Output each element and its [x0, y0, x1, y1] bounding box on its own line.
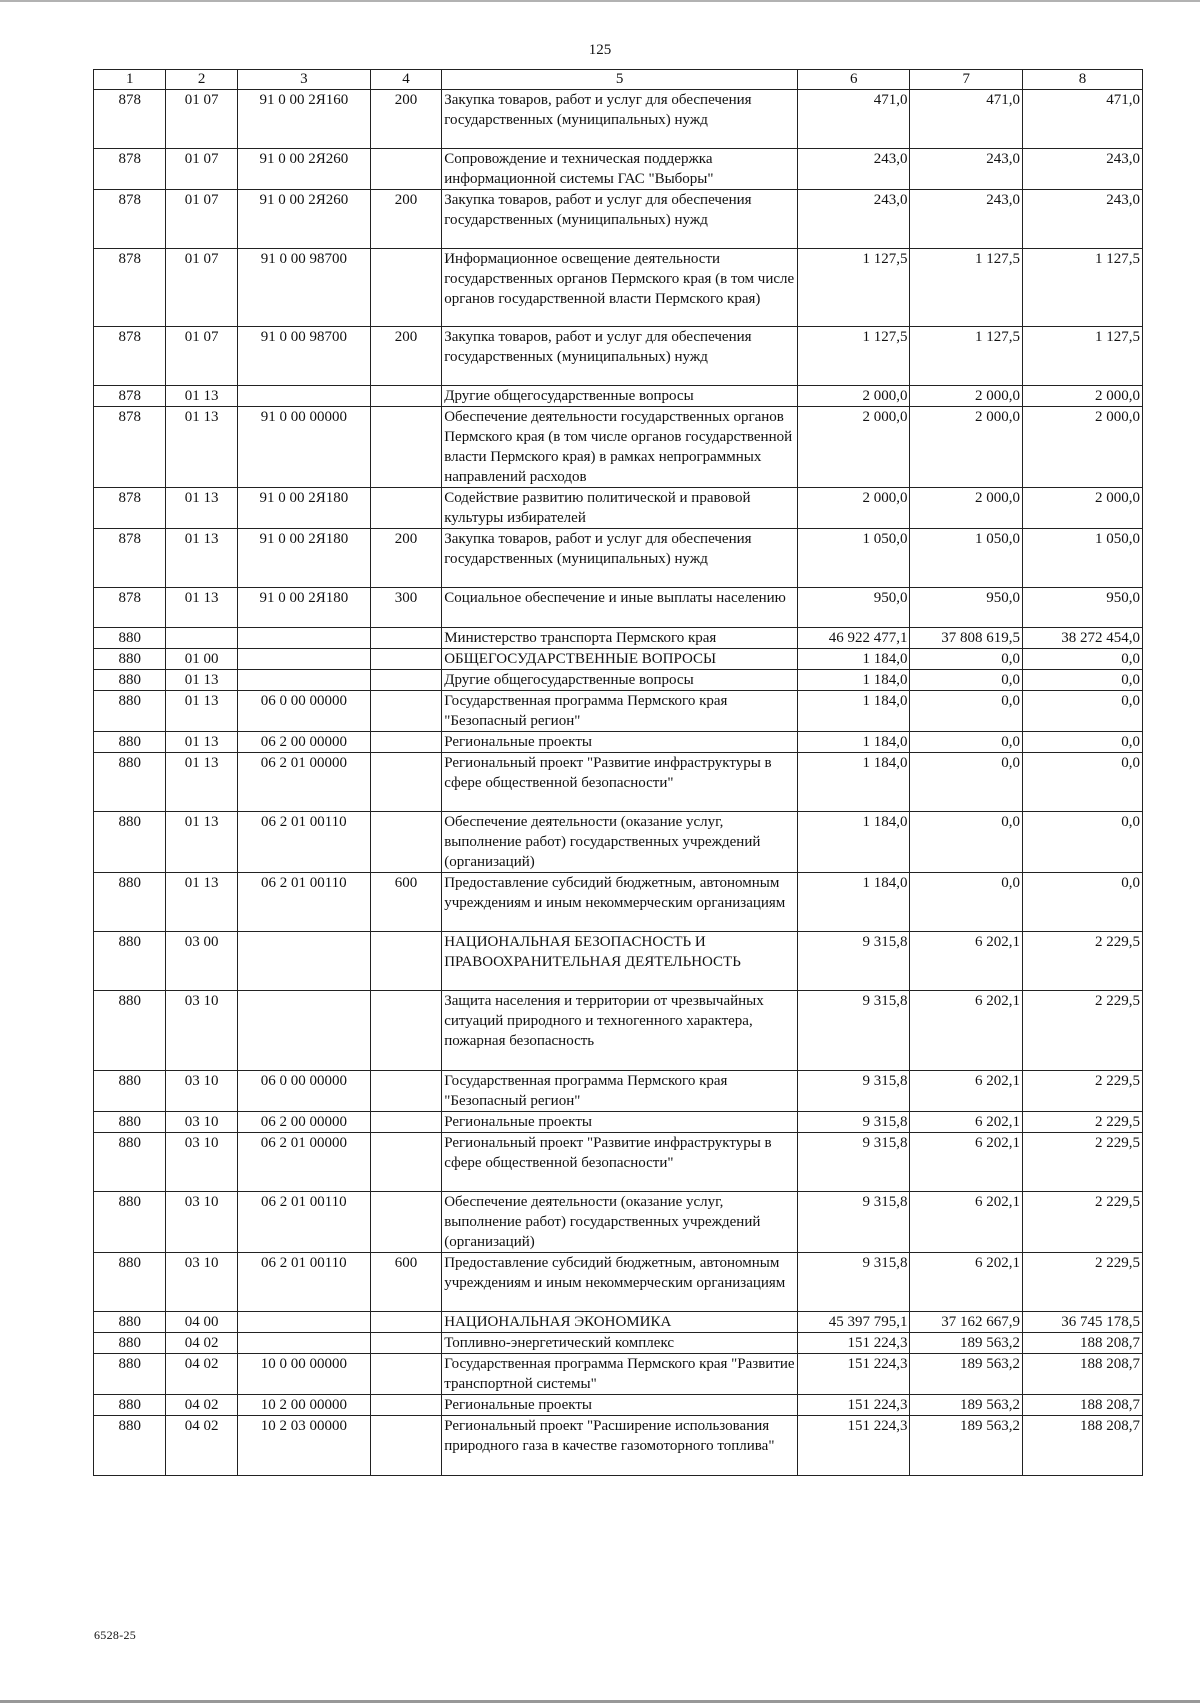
cell-admin-code: 880 [94, 1192, 166, 1253]
cell-target-article [237, 628, 370, 649]
header-col-3: 3 [237, 70, 370, 90]
cell-description: Региональный проект "Развитие инфраструктуры в сфере общественной безопасности" [442, 753, 798, 812]
cell-section: 01 07 [166, 249, 237, 327]
cell-amount-col8: 950,0 [1022, 588, 1142, 628]
column-number-row [94, 70, 1143, 90]
cell-amount-col8: 2 229,5 [1022, 1071, 1142, 1112]
cell-section: 01 07 [166, 327, 237, 386]
cell-section: 01 13 [166, 873, 237, 932]
header-col-5: 5 [442, 70, 798, 90]
cell-amount-col8: 188 208,7 [1022, 1354, 1142, 1395]
cell-target-article: 06 0 00 00000 [237, 1071, 370, 1112]
cell-section: 04 02 [166, 1354, 237, 1395]
cell-amount-col6: 2 000,0 [798, 386, 910, 407]
cell-amount-col8: 188 208,7 [1022, 1395, 1142, 1416]
table-row [94, 529, 1143, 588]
cell-amount-col6: 46 922 477,1 [798, 628, 910, 649]
cell-amount-col7: 2 000,0 [910, 386, 1022, 407]
header-col-8: 8 [1022, 70, 1142, 90]
table-row [94, 691, 1143, 732]
table-row [94, 386, 1143, 407]
cell-admin-code: 878 [94, 190, 166, 249]
cell-target-article: 91 0 00 2Я260 [237, 149, 370, 190]
cell-admin-code: 880 [94, 1416, 166, 1476]
cell-amount-col6: 45 397 795,1 [798, 1312, 910, 1333]
cell-amount-col6: 9 315,8 [798, 1071, 910, 1112]
cell-section: 03 10 [166, 1192, 237, 1253]
cell-admin-code: 878 [94, 149, 166, 190]
cell-admin-code: 880 [94, 1312, 166, 1333]
cell-amount-col6: 151 224,3 [798, 1333, 910, 1354]
cell-amount-col6: 9 315,8 [798, 1133, 910, 1192]
cell-description: Социальное обеспечение и иные выплаты населению [442, 588, 798, 628]
cell-description: Содействие развитию политической и правовой культуры избирателей [442, 488, 798, 529]
cell-target-article: 06 2 01 00110 [237, 812, 370, 873]
cell-description: НАЦИОНАЛЬНАЯ ЭКОНОМИКА [442, 1312, 798, 1333]
cell-section: 01 13 [166, 732, 237, 753]
cell-admin-code: 880 [94, 691, 166, 732]
cell-expense-type [370, 628, 441, 649]
cell-amount-col6: 151 224,3 [798, 1395, 910, 1416]
cell-description: Топливно-энергетический комплекс [442, 1333, 798, 1354]
cell-target-article [237, 1312, 370, 1333]
cell-section: 04 00 [166, 1312, 237, 1333]
cell-amount-col6: 151 224,3 [798, 1354, 910, 1395]
cell-expense-type [370, 991, 441, 1071]
cell-amount-col8: 188 208,7 [1022, 1333, 1142, 1354]
cell-amount-col6: 1 184,0 [798, 732, 910, 753]
cell-target-article: 91 0 00 2Я180 [237, 588, 370, 628]
cell-target-article [237, 932, 370, 991]
cell-admin-code: 880 [94, 1253, 166, 1312]
cell-description: Предоставление субсидий бюджетным, автономным учреждениям и иным некоммерческим организациям [442, 873, 798, 932]
table-row [94, 1312, 1143, 1333]
cell-target-article: 06 2 01 00000 [237, 753, 370, 812]
cell-amount-col7: 0,0 [910, 873, 1022, 932]
cell-amount-col7: 6 202,1 [910, 932, 1022, 991]
cell-admin-code: 880 [94, 753, 166, 812]
cell-amount-col7: 2 000,0 [910, 407, 1022, 488]
cell-expense-type [370, 1416, 441, 1476]
cell-section [166, 628, 237, 649]
cell-amount-col7: 189 563,2 [910, 1354, 1022, 1395]
cell-target-article: 91 0 00 2Я160 [237, 90, 370, 149]
cell-amount-col8: 2 229,5 [1022, 1133, 1142, 1192]
cell-amount-col8: 0,0 [1022, 753, 1142, 812]
cell-target-article [237, 386, 370, 407]
cell-amount-col6: 9 315,8 [798, 1112, 910, 1133]
table-row [94, 249, 1143, 327]
table-row [94, 991, 1143, 1071]
cell-amount-col6: 9 315,8 [798, 1253, 910, 1312]
cell-amount-col8: 0,0 [1022, 670, 1142, 691]
cell-expense-type [370, 1133, 441, 1192]
cell-amount-col8: 2 000,0 [1022, 386, 1142, 407]
cell-expense-type: 200 [370, 529, 441, 588]
header-col-1: 1 [94, 70, 166, 90]
cell-section: 03 10 [166, 1253, 237, 1312]
header-col-2: 2 [166, 70, 237, 90]
cell-admin-code: 880 [94, 628, 166, 649]
cell-amount-col8: 1 127,5 [1022, 327, 1142, 386]
cell-amount-col7: 243,0 [910, 190, 1022, 249]
cell-section: 01 13 [166, 407, 237, 488]
cell-amount-col6: 1 127,5 [798, 327, 910, 386]
cell-section: 01 13 [166, 588, 237, 628]
cell-section: 01 13 [166, 691, 237, 732]
cell-section: 01 13 [166, 812, 237, 873]
cell-amount-col8: 0,0 [1022, 691, 1142, 732]
cell-expense-type [370, 149, 441, 190]
table-row [94, 1354, 1143, 1395]
cell-section: 03 10 [166, 1112, 237, 1133]
table-row [94, 732, 1143, 753]
cell-target-article: 06 2 00 00000 [237, 1112, 370, 1133]
cell-section: 03 10 [166, 1071, 237, 1112]
cell-amount-col8: 188 208,7 [1022, 1416, 1142, 1476]
cell-admin-code: 878 [94, 407, 166, 488]
cell-admin-code: 880 [94, 1133, 166, 1192]
cell-section: 01 13 [166, 488, 237, 529]
cell-amount-col8: 2 229,5 [1022, 932, 1142, 991]
cell-amount-col8: 0,0 [1022, 873, 1142, 932]
cell-description: Сопровождение и техническая поддержка информационной системы ГАС "Выборы" [442, 149, 798, 190]
cell-section: 01 07 [166, 149, 237, 190]
cell-description: Региональный проект "Развитие инфраструктуры в сфере общественной безопасности" [442, 1133, 798, 1192]
cell-section: 01 13 [166, 386, 237, 407]
cell-admin-code: 880 [94, 1395, 166, 1416]
cell-expense-type: 600 [370, 873, 441, 932]
cell-amount-col8: 471,0 [1022, 90, 1142, 149]
cell-amount-col8: 2 229,5 [1022, 1112, 1142, 1133]
cell-amount-col8: 36 745 178,5 [1022, 1312, 1142, 1333]
cell-section: 03 10 [166, 991, 237, 1071]
cell-target-article: 06 2 00 00000 [237, 732, 370, 753]
cell-admin-code: 880 [94, 1333, 166, 1354]
cell-amount-col8: 2 000,0 [1022, 488, 1142, 529]
cell-expense-type [370, 670, 441, 691]
cell-amount-col7: 471,0 [910, 90, 1022, 149]
cell-amount-col7: 0,0 [910, 670, 1022, 691]
cell-target-article: 06 2 01 00110 [237, 1192, 370, 1253]
cell-amount-col7: 189 563,2 [910, 1416, 1022, 1476]
table-row [94, 190, 1143, 249]
table-row [94, 149, 1143, 190]
cell-amount-col7: 2 000,0 [910, 488, 1022, 529]
cell-amount-col8: 2 229,5 [1022, 1253, 1142, 1312]
cell-admin-code: 880 [94, 1112, 166, 1133]
cell-expense-type [370, 812, 441, 873]
cell-section: 03 10 [166, 1133, 237, 1192]
cell-description: Государственная программа Пермского края "Безопасный регион" [442, 1071, 798, 1112]
table-body [94, 90, 1143, 1476]
cell-amount-col6: 1 184,0 [798, 649, 910, 670]
cell-amount-col6: 243,0 [798, 190, 910, 249]
cell-expense-type [370, 1354, 441, 1395]
cell-amount-col7: 6 202,1 [910, 1133, 1022, 1192]
table-row [94, 1112, 1143, 1133]
cell-amount-col8: 0,0 [1022, 649, 1142, 670]
cell-expense-type [370, 691, 441, 732]
cell-amount-col7: 37 808 619,5 [910, 628, 1022, 649]
cell-description: Другие общегосударственные вопросы [442, 670, 798, 691]
cell-description: Региональные проекты [442, 732, 798, 753]
cell-description: Региональные проекты [442, 1112, 798, 1133]
cell-description: Региональные проекты [442, 1395, 798, 1416]
header-col-4: 4 [370, 70, 441, 90]
cell-target-article: 91 0 00 2Я180 [237, 529, 370, 588]
cell-amount-col8: 2 229,5 [1022, 991, 1142, 1071]
cell-expense-type: 200 [370, 90, 441, 149]
cell-section: 03 00 [166, 932, 237, 991]
cell-admin-code: 878 [94, 90, 166, 149]
cell-amount-col7: 0,0 [910, 691, 1022, 732]
cell-amount-col8: 243,0 [1022, 190, 1142, 249]
cell-amount-col7: 1 050,0 [910, 529, 1022, 588]
cell-description: Закупка товаров, работ и услуг для обеспечения государственных (муниципальных) нужд [442, 190, 798, 249]
cell-expense-type [370, 1395, 441, 1416]
cell-section: 04 02 [166, 1416, 237, 1476]
cell-description: Другие общегосударственные вопросы [442, 386, 798, 407]
cell-amount-col7: 0,0 [910, 649, 1022, 670]
scan-top-edge [0, 0, 1200, 2]
cell-amount-col8: 0,0 [1022, 732, 1142, 753]
cell-amount-col8: 0,0 [1022, 812, 1142, 873]
cell-target-article [237, 1333, 370, 1354]
cell-target-article: 10 0 00 00000 [237, 1354, 370, 1395]
cell-admin-code: 878 [94, 249, 166, 327]
cell-amount-col6: 471,0 [798, 90, 910, 149]
cell-description: Защита населения и территории от чрезвычайных ситуаций природного и техногенного характера, пожарная безопасность [442, 991, 798, 1071]
cell-expense-type [370, 386, 441, 407]
table-row [94, 1133, 1143, 1192]
cell-amount-col6: 9 315,8 [798, 932, 910, 991]
cell-expense-type [370, 1333, 441, 1354]
cell-target-article: 91 0 00 2Я260 [237, 190, 370, 249]
cell-description: Государственная программа Пермского края "Развитие транспортной системы" [442, 1354, 798, 1395]
cell-section: 01 07 [166, 190, 237, 249]
table-row [94, 488, 1143, 529]
scan-bottom-edge [0, 1700, 1200, 1703]
cell-amount-col6: 1 050,0 [798, 529, 910, 588]
cell-target-article [237, 670, 370, 691]
cell-amount-col6: 151 224,3 [798, 1416, 910, 1476]
cell-description: Министерство транспорта Пермского края [442, 628, 798, 649]
header-col-7: 7 [910, 70, 1022, 90]
cell-expense-type [370, 753, 441, 812]
cell-target-article: 06 2 01 00000 [237, 1133, 370, 1192]
cell-amount-col7: 0,0 [910, 732, 1022, 753]
cell-target-article [237, 991, 370, 1071]
cell-description: Закупка товаров, работ и услуг для обеспечения государственных (муниципальных) нужд [442, 529, 798, 588]
cell-expense-type [370, 1071, 441, 1112]
cell-amount-col7: 189 563,2 [910, 1395, 1022, 1416]
cell-expense-type [370, 1192, 441, 1253]
cell-amount-col8: 2 229,5 [1022, 1192, 1142, 1253]
cell-target-article: 91 0 00 98700 [237, 327, 370, 386]
cell-section: 01 13 [166, 529, 237, 588]
cell-amount-col6: 1 184,0 [798, 670, 910, 691]
cell-section: 01 00 [166, 649, 237, 670]
cell-admin-code: 880 [94, 812, 166, 873]
cell-amount-col6: 9 315,8 [798, 991, 910, 1071]
cell-admin-code: 878 [94, 588, 166, 628]
cell-admin-code: 878 [94, 488, 166, 529]
cell-admin-code: 880 [94, 732, 166, 753]
cell-amount-col6: 1 184,0 [798, 873, 910, 932]
cell-expense-type: 200 [370, 190, 441, 249]
cell-amount-col7: 1 127,5 [910, 249, 1022, 327]
cell-description: Обеспечение деятельности (оказание услуг, выполнение работ) государственных учреждений (организаций) [442, 812, 798, 873]
cell-section: 04 02 [166, 1333, 237, 1354]
table-row [94, 1416, 1143, 1476]
cell-amount-col7: 0,0 [910, 753, 1022, 812]
cell-expense-type: 200 [370, 327, 441, 386]
cell-description: Обеспечение деятельности государственных органов Пермского края (в том числе органов государственной власти Пермского края) в рамках непрограммных направлений расходов [442, 407, 798, 488]
cell-amount-col7: 0,0 [910, 812, 1022, 873]
table-row [94, 90, 1143, 149]
cell-admin-code: 880 [94, 1354, 166, 1395]
table-row [94, 1395, 1143, 1416]
cell-expense-type [370, 249, 441, 327]
cell-amount-col6: 1 184,0 [798, 812, 910, 873]
cell-expense-type [370, 488, 441, 529]
cell-amount-col7: 243,0 [910, 149, 1022, 190]
cell-expense-type [370, 407, 441, 488]
cell-expense-type [370, 1112, 441, 1133]
header-col-6: 6 [798, 70, 910, 90]
cell-target-article: 06 0 00 00000 [237, 691, 370, 732]
table-row [94, 670, 1143, 691]
cell-description: Обеспечение деятельности (оказание услуг, выполнение работ) государственных учреждений (организаций) [442, 1192, 798, 1253]
cell-description: Закупка товаров, работ и услуг для обеспечения государственных (муниципальных) нужд [442, 327, 798, 386]
cell-target-article: 91 0 00 98700 [237, 249, 370, 327]
cell-amount-col6: 1 184,0 [798, 691, 910, 732]
cell-section: 01 07 [166, 90, 237, 149]
table-row [94, 1253, 1143, 1312]
cell-section: 01 13 [166, 670, 237, 691]
footer-code: 6528-25 [94, 1628, 137, 1642]
cell-admin-code: 878 [94, 529, 166, 588]
cell-amount-col6: 2 000,0 [798, 488, 910, 529]
cell-expense-type [370, 1312, 441, 1333]
page-number: 125 [588, 42, 612, 58]
cell-amount-col6: 9 315,8 [798, 1192, 910, 1253]
cell-amount-col8: 1 127,5 [1022, 249, 1142, 327]
cell-amount-col7: 1 127,5 [910, 327, 1022, 386]
cell-amount-col7: 37 162 667,9 [910, 1312, 1022, 1333]
cell-amount-col8: 243,0 [1022, 149, 1142, 190]
cell-admin-code: 880 [94, 932, 166, 991]
cell-target-article: 10 2 03 00000 [237, 1416, 370, 1476]
table-row [94, 649, 1143, 670]
cell-amount-col8: 2 000,0 [1022, 407, 1142, 488]
table-row [94, 812, 1143, 873]
cell-admin-code: 880 [94, 670, 166, 691]
cell-amount-col7: 6 202,1 [910, 1071, 1022, 1112]
cell-expense-type [370, 932, 441, 991]
cell-amount-col6: 950,0 [798, 588, 910, 628]
table-row [94, 1192, 1143, 1253]
table-row [94, 628, 1143, 649]
cell-amount-col6: 1 127,5 [798, 249, 910, 327]
table-row [94, 1071, 1143, 1112]
cell-target-article [237, 649, 370, 670]
cell-amount-col8: 1 050,0 [1022, 529, 1142, 588]
cell-amount-col7: 950,0 [910, 588, 1022, 628]
cell-section: 01 13 [166, 753, 237, 812]
table-row [94, 588, 1143, 628]
cell-expense-type: 300 [370, 588, 441, 628]
cell-description: Региональный проект "Расширение использования природного газа в качестве газомоторного топлива" [442, 1416, 798, 1476]
cell-amount-col6: 2 000,0 [798, 407, 910, 488]
cell-amount-col7: 6 202,1 [910, 1253, 1022, 1312]
table-row [94, 873, 1143, 932]
cell-target-article: 91 0 00 00000 [237, 407, 370, 488]
cell-description: Предоставление субсидий бюджетным, автономным учреждениям и иным некоммерческим организациям [442, 1253, 798, 1312]
cell-amount-col7: 6 202,1 [910, 1192, 1022, 1253]
cell-admin-code: 878 [94, 327, 166, 386]
cell-expense-type [370, 649, 441, 670]
cell-target-article: 91 0 00 2Я180 [237, 488, 370, 529]
cell-description: ОБЩЕГОСУДАРСТВЕННЫЕ ВОПРОСЫ [442, 649, 798, 670]
cell-admin-code: 880 [94, 1071, 166, 1112]
cell-admin-code: 880 [94, 991, 166, 1071]
table-row [94, 1333, 1143, 1354]
cell-target-article: 10 2 00 00000 [237, 1395, 370, 1416]
cell-amount-col6: 1 184,0 [798, 753, 910, 812]
budget-table [93, 69, 1143, 1476]
cell-admin-code: 880 [94, 649, 166, 670]
cell-expense-type [370, 732, 441, 753]
cell-expense-type: 600 [370, 1253, 441, 1312]
cell-description: Информационное освещение деятельности государственных органов Пермского края (в том числе органов государственной власти Пермского края) [442, 249, 798, 327]
cell-description: Закупка товаров, работ и услуг для обеспечения государственных (муниципальных) нужд [442, 90, 798, 149]
cell-target-article: 06 2 01 00110 [237, 1253, 370, 1312]
table-row [94, 327, 1143, 386]
cell-amount-col7: 6 202,1 [910, 1112, 1022, 1133]
table-row [94, 407, 1143, 488]
cell-amount-col7: 6 202,1 [910, 991, 1022, 1071]
cell-amount-col7: 189 563,2 [910, 1333, 1022, 1354]
table-row [94, 932, 1143, 991]
table-row [94, 753, 1143, 812]
cell-description: Государственная программа Пермского края "Безопасный регион" [442, 691, 798, 732]
cell-target-article: 06 2 01 00110 [237, 873, 370, 932]
cell-section: 04 02 [166, 1395, 237, 1416]
cell-amount-col8: 38 272 454,0 [1022, 628, 1142, 649]
cell-admin-code: 878 [94, 386, 166, 407]
cell-description: НАЦИОНАЛЬНАЯ БЕЗОПАСНОСТЬ И ПРАВООХРАНИТЕЛЬНАЯ ДЕЯТЕЛЬНОСТЬ [442, 932, 798, 991]
cell-admin-code: 880 [94, 873, 166, 932]
cell-amount-col6: 243,0 [798, 149, 910, 190]
